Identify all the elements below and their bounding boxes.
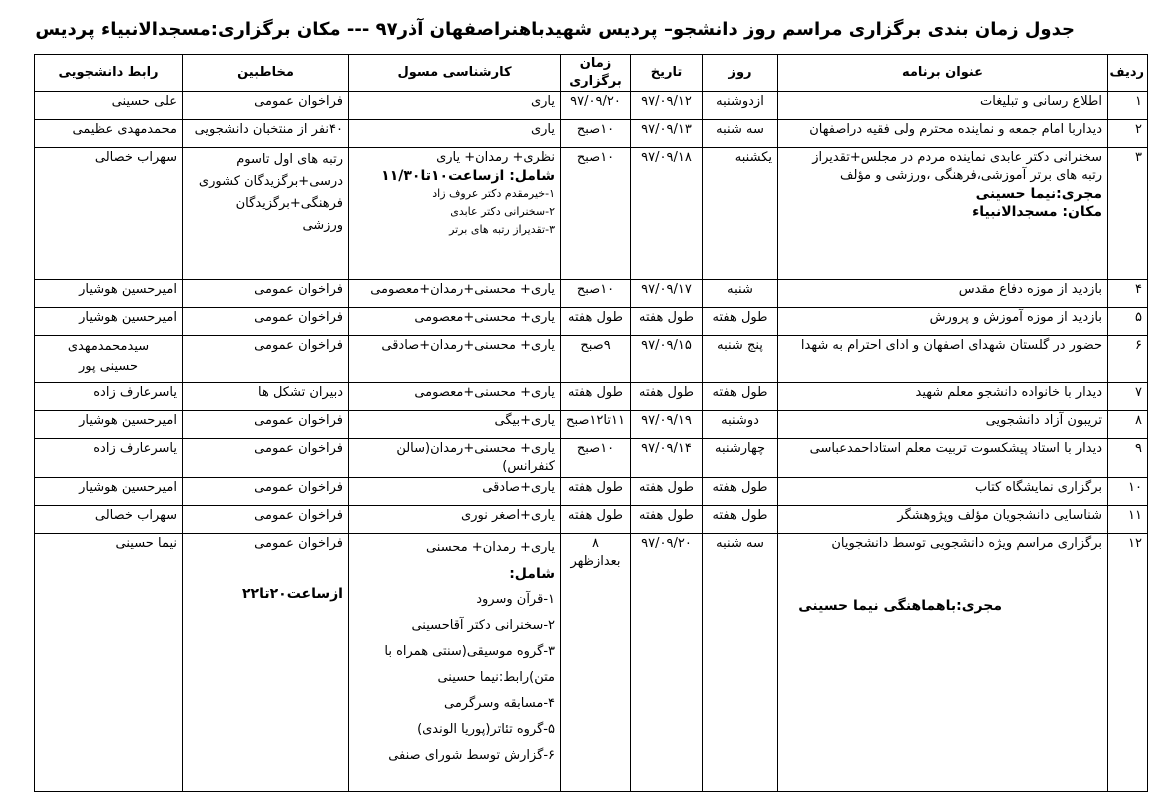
row-liaison: یاسرعارف زاده [35,383,183,411]
row-expert: یاری+اصغر نوری [349,506,561,534]
row-liaison: محمدمهدی عظیمی [35,120,183,148]
header-row [35,55,1148,92]
expert-item: ۲-سخنرانی دکتر عابدی [450,205,555,218]
table-row [35,506,1148,534]
row-date: طول هفته [631,308,703,336]
row-time: ۸ بعدازظهر [561,534,631,792]
row-day: سه شنبه [703,534,778,792]
expert-item: ۲-سخنرانی دکتر آقاحسینی [411,618,555,633]
row-expert [349,534,561,792]
expert-item: ۶-گزارش توسط شورای صنفی [388,748,555,763]
row-liaison: امیرحسین هوشیار [35,280,183,308]
row-expert: یاری+ محسنی+رمدان+معصومی [349,280,561,308]
row-time: ۹صبح [561,336,631,383]
presenter-label: مجری:نیما حسینی [975,186,1102,202]
row-day: ازدوشنبه [703,92,778,120]
row-date: ۹۷/۰۹/۱۳ [631,120,703,148]
row-day: شنبه [703,280,778,308]
row-day: یکشنبه [703,148,778,280]
row-time: ۹۷/۰۹/۲۰ [561,92,631,120]
row-title: دیدار با خانواده دانشجو معلم شهید [778,383,1108,411]
title-line: سخنرانی دکتر عابدی نماینده مردم در مجلس+تقدیراز [812,150,1102,165]
row-audience: ۴۰نفر از منتخبان دانشجویی [183,120,349,148]
table-row [35,439,1148,478]
row-audience [183,148,349,280]
expert-line: یاری+ رمدان+ محسنی [425,540,555,555]
row-title: تریبون آزاد دانشجویی [778,411,1108,439]
expert-includes: شامل: [509,566,555,582]
row-no: ۸ [1108,411,1148,439]
liaison-line: حسینی پور [78,359,139,374]
expert-item: ۴-مسابقه وسرگرمی [444,696,555,711]
row-expert: یاری+ محسنی+معصومی [349,383,561,411]
table-row [35,92,1148,120]
schedule-table [34,54,1148,792]
row-audience: فراخوان عمومی [183,280,349,308]
row-title: بازدید از موزه آموزش و پرورش [778,308,1108,336]
expert-item: ۱-قرآن وسرود [476,592,555,607]
row-no: ۱ [1108,92,1148,120]
header-liaison: رابط دانشجویی [35,55,183,92]
row-title: بازدید از موزه دفاع مقدس [778,280,1108,308]
table-row [35,411,1148,439]
row-expert [349,148,561,280]
row-day: دوشنبه [703,411,778,439]
row-audience: فراخوان عمومی [183,411,349,439]
row-no: ۳ [1108,148,1148,280]
presenter-label: مجری:باهماهنگی نیما حسینی [798,598,1002,614]
row-time: ۱۰صبح [561,120,631,148]
row-time: ۱۰صبح [561,148,631,280]
row-day: طول هفته [703,478,778,506]
row-date: طول هفته [631,506,703,534]
row-liaison: امیرحسین هوشیار [35,478,183,506]
row-audience: فراخوان عمومی [183,308,349,336]
row-time: ۱۰صبح [561,280,631,308]
row-day: طول هفته [703,308,778,336]
title-line: برگزاری مراسم ویژه دانشجویی توسط دانشجویان [831,536,1102,551]
row-time: طول هفته [561,308,631,336]
row-title: حضور در گلستان شهدای اصفهان و ادای احترام به شهدا [778,336,1108,383]
row-no: ۲ [1108,120,1148,148]
row-audience [183,534,349,792]
expert-includes: شامل: ازساعت۱۰تا۱۱/۳۰ [381,168,555,184]
row-day: پنج شنبه [703,336,778,383]
row-liaison: علی حسینی [35,92,183,120]
page-title: جدول زمان بندی برگزاری مراسم روز دانشجو– پردیس شهیدباهنراصفهان آذر۹۷ --- مکان برگزاری:مسجدالانبیاء پردیس [35,19,1075,40]
expert-item: ۳-گروه موسیقی(سنتی همراه با [384,644,555,659]
audience-line: فراخوان عمومی [254,536,343,551]
table-row [35,336,1148,383]
row-audience: دبیران تشکل ها [183,383,349,411]
row-date: ۹۷/۰۹/۱۴ [631,439,703,478]
row-day: طول هفته [703,506,778,534]
row-date: طول هفته [631,478,703,506]
row-liaison: امیرحسین هوشیار [35,308,183,336]
row-expert: یاری [349,120,561,148]
audience-line: ورزشی [302,218,343,233]
expert-item: ۳-تقدیراز رتبه های برتر [449,223,555,236]
row-liaison [35,336,183,383]
header-row-no: ردیف [1108,55,1148,92]
expert-line: نظری+ رمدان+ یاری [436,150,555,165]
row-date: ۹۷/۰۹/۱۸ [631,148,703,280]
row-no: ۱۱ [1108,506,1148,534]
header-program-title: عنوان برنامه [778,55,1108,92]
row-date: ۹۷/۰۹/۱۵ [631,336,703,383]
row-no: ۷ [1108,383,1148,411]
row-title: برگزاری نمایشگاه کتاب [778,478,1108,506]
row-time: ۱۰صبح [561,439,631,478]
row-date: ۹۷/۰۹/۱۷ [631,280,703,308]
title-line: رتبه های برتر آموزشی،فرهنگی ،ورزشی و مؤلف [840,168,1102,183]
row-title [778,148,1108,280]
row-no: ۹ [1108,439,1148,478]
header-day: روز [703,55,778,92]
row-liaison: سهراب خصالی [35,148,183,280]
venue-label: مکان: مسجدالانبیاء [972,204,1102,220]
table-row [35,383,1148,411]
row-date: ۹۷/۰۹/۲۰ [631,534,703,792]
row-title: اطلاع رسانی و تبلیغات [778,92,1108,120]
row-no: ۱۰ [1108,478,1148,506]
row-time: طول هفته [561,383,631,411]
row-expert: یاری [349,92,561,120]
table-row [35,280,1148,308]
row-title: شناسایی دانشجویان مؤلف وپژوهشگر [778,506,1108,534]
table-row [35,148,1148,280]
row-title: دیدار با استاد پیشکسوت تربیت معلم استاداحمدعباسی [778,439,1108,478]
header-date: تاریخ [631,55,703,92]
row-expert: یاری+ محسنی+رمدان+صادقی [349,336,561,383]
expert-item: متن)رابط:نیما حسینی [437,670,555,685]
row-audience: فراخوان عمومی [183,478,349,506]
row-date: طول هفته [631,383,703,411]
row-title [778,534,1108,792]
liaison-line: سیدمحمدمهدی [67,339,150,354]
row-expert: یاری+صادقی [349,478,561,506]
row-liaison: سهراب خصالی [35,506,183,534]
table-row [35,120,1148,148]
row-audience: فراخوان عمومی [183,439,349,478]
row-audience: فراخوان عمومی [183,506,349,534]
audience-line: رتبه های اول تاسوم [236,152,343,167]
row-date: ۹۷/۰۹/۱۲ [631,92,703,120]
row-day: طول هفته [703,383,778,411]
row-no: ۵ [1108,308,1148,336]
header-expert: کارشناسی مسول [349,55,561,92]
row-date: ۹۷/۰۹/۱۹ [631,411,703,439]
row-audience: فراخوان عمومی [183,92,349,120]
expert-item: ۱-خیرمقدم دکتر عروف زاد [432,187,555,200]
row-day: سه شنبه [703,120,778,148]
row-liaison: یاسرعارف زاده [35,439,183,478]
table-row [35,308,1148,336]
table-row [35,534,1148,792]
row-no: ۶ [1108,336,1148,383]
row-time: ۱۱تا۱۲صبح [561,411,631,439]
row-time: طول هفته [561,478,631,506]
row-liaison: نیما حسینی [35,534,183,792]
row-no: ۱۲ [1108,534,1148,792]
audience-line: درسی+برگزیدگان کشوری [198,174,343,189]
row-expert: یاری+ محسنی+معصومی [349,308,561,336]
row-title: دیداربا امام جمعه و نماینده محترم ولی فقیه دراصفهان [778,120,1108,148]
header-time: زمان برگزاری [561,55,631,92]
table-row [35,478,1148,506]
expert-item: ۵-گروه تئاتر(پوریا الوندی) [417,722,555,737]
row-day: چهارشنبه [703,439,778,478]
header-audience: مخاطبین [183,55,349,92]
audience-time: ازساعت۲۰تا۲۲ [242,586,343,602]
row-audience: فراخوان عمومی [183,336,349,383]
row-no: ۴ [1108,280,1148,308]
row-liaison: امیرحسین هوشیار [35,411,183,439]
row-expert: یاری+بیگی [349,411,561,439]
audience-line: فرهنگی+برگزیدگان [235,196,343,211]
row-time: طول هفته [561,506,631,534]
row-expert: یاری+ محسنی+رمدان(سالن کنفرانس) [349,439,561,478]
